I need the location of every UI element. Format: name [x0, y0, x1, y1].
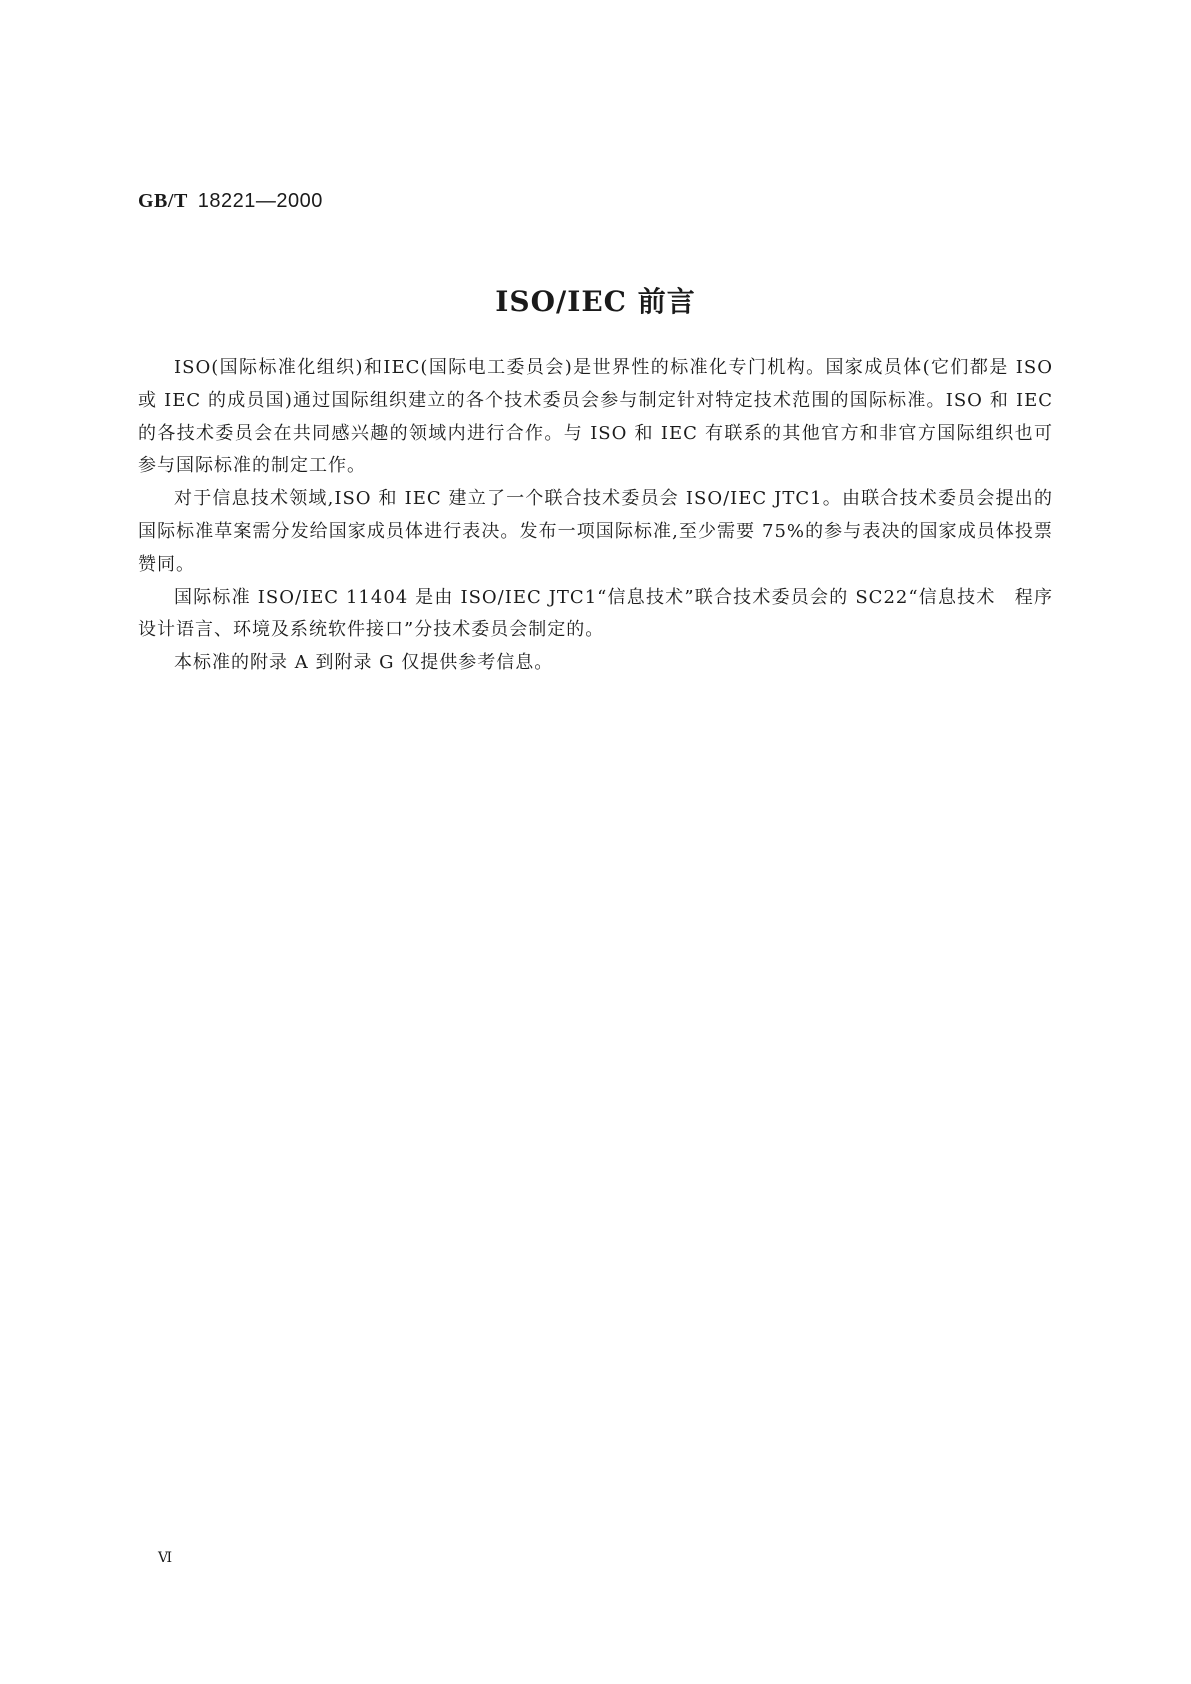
standard-prefix: GB/T	[138, 190, 188, 212]
paragraph-2: 对于信息技术领域,ISO 和 IEC 建立了一个联合技术委员会 ISO/IEC JTC1。由联合技术委员会提出的国际标准草案需分发给国家成员体进行表决。发布一项国际标准,至少需要 75%的参与表决的国家成员体投票赞同。	[138, 488, 1053, 575]
standard-code	[138, 188, 323, 213]
page-number: Ⅵ	[158, 1550, 173, 1566]
paragraph-1: ISO(国际标准化组织)和IEC(国际电工委员会)是世界性的标准化专门机构。国家成员体(它们都是 ISO 或 IEC 的成员国)通过国际组织建立的各个技术委员会参与制定针对特定技术范围的国际标准。ISO 和 IEC 的各技术委员会在共同感兴趣的领域内进行合作。与 ISO 和 IEC 有联系的其他官方和非官方国际组织也可参与国际标准的制定工作。	[138, 357, 1053, 477]
paragraph-3: 国际标准 ISO/IEC 11404 是由 ISO/IEC JTC1“信息技术”联合技术委员会的 SC22“信息技术 程序设计语言、环境及系统软件接口”分技术委员会制定的。	[138, 586, 1053, 641]
paragraph-4: 本标准的附录 A 到附录 G 仅提供参考信息。	[174, 652, 554, 674]
body-text	[138, 352, 1053, 680]
page-title: ISO/IEC 前言	[495, 285, 696, 318]
standard-number: 18221—2000	[197, 190, 323, 212]
